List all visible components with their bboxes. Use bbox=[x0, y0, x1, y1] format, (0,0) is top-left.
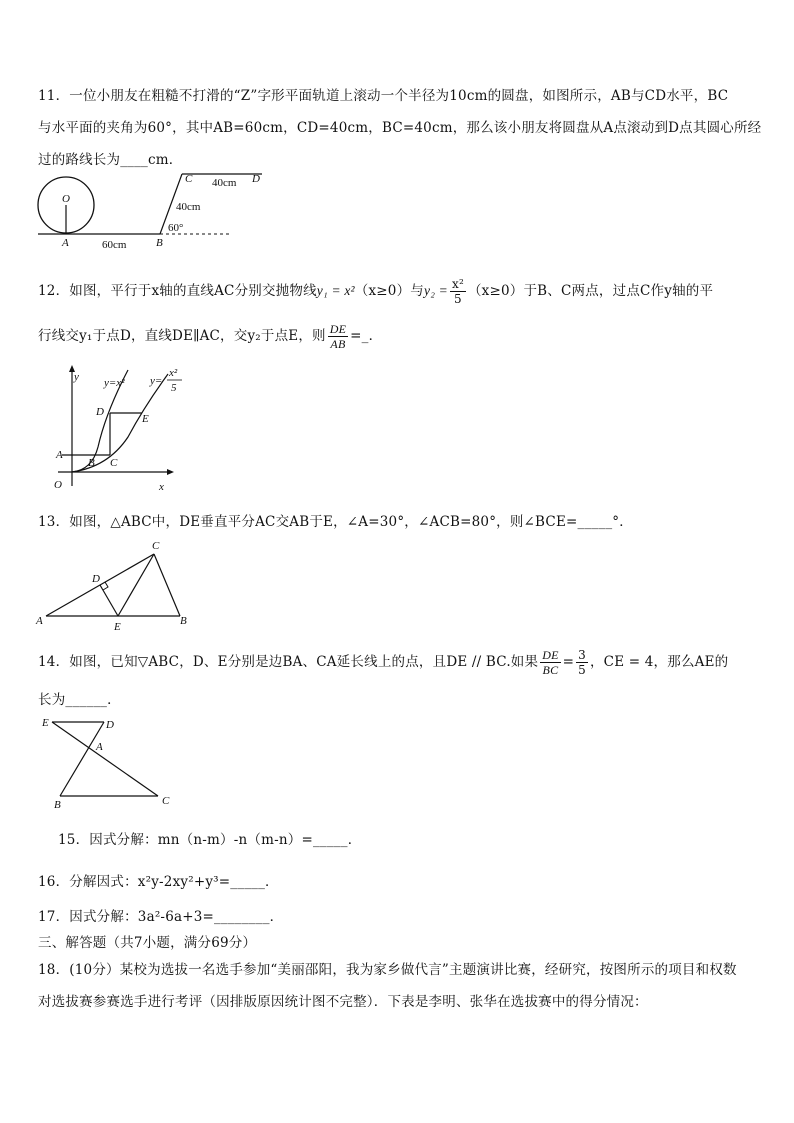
q18-line1: 18．(10分）某校为选拔一名选手参加“美丽邵阳，我为家乡做代言”主题演讲比赛，经研究，按图所示的项目和权数 bbox=[38, 962, 737, 978]
q14-value bbox=[576, 648, 588, 677]
q12-l1c: （x≥0）于B、C两点，过点C作y轴的平 bbox=[467, 283, 714, 299]
q11-line1: 11．一位小朋友在粗糙不打滑的“Z”字形平面轨道上滚动一个半径为10cm的圆盘，如图所示，AB与CD水平，BC bbox=[38, 88, 729, 104]
label-A: A bbox=[56, 449, 63, 461]
q14-figure bbox=[38, 712, 178, 811]
q12-figure bbox=[36, 362, 186, 500]
q12-l2a: 行线交y₁于点D，直线DE∥AC，交y₂于点E，则 bbox=[38, 328, 326, 344]
q12-l1b: （x≥0）与 bbox=[354, 283, 424, 299]
q12-ratio-den: AB bbox=[330, 337, 346, 351]
label-D: D bbox=[252, 173, 260, 185]
label-x: x bbox=[159, 481, 164, 493]
section-heading: 三、解答题（共7小题，满分69分） bbox=[38, 935, 257, 951]
q12-l1a: 12．如图，平行于x轴的直线AC分别交抛物线 bbox=[38, 283, 317, 299]
seg-DE bbox=[100, 585, 118, 616]
label-C: C bbox=[110, 457, 118, 469]
q11-figure bbox=[30, 168, 270, 252]
q14-ratio-den: BC bbox=[542, 663, 559, 677]
q12-l2b: =_． bbox=[350, 328, 383, 344]
q13-figure bbox=[34, 538, 194, 633]
label-y2-num: x² bbox=[169, 367, 178, 379]
q11-line2: 与水平面的夹角为60°，其中AB=60cm，CD=40cm，BC=40cm，那么该小朋友将圆盘从A点滚动到D点其圆心所经 bbox=[38, 120, 762, 136]
label-y1-eq: y=x² bbox=[104, 377, 125, 389]
label-D: D bbox=[106, 719, 114, 731]
label-ab: 60cm bbox=[102, 239, 127, 251]
q15-text: 15．因式分解：mn（n-m）-n（m-n）=_____． bbox=[58, 832, 362, 848]
q14-ratio bbox=[540, 648, 560, 677]
label-D: D bbox=[92, 573, 100, 585]
label-y2-den: 5 bbox=[171, 382, 177, 394]
q14-line2: 长为______． bbox=[38, 692, 121, 708]
q13-text: 13．如图，△ABC中，DE垂直平分AC交AB于E，∠A=30°，∠ACB=80°，则∠BCE=_____°． bbox=[38, 514, 633, 530]
q16-text: 16．分解因式：x²y-2xy²+y³=_____． bbox=[38, 874, 279, 890]
label-y2-eq: y= bbox=[150, 375, 163, 387]
label-E: E bbox=[114, 621, 121, 633]
label-cd: 40cm bbox=[212, 177, 237, 189]
q14-value-den: 5 bbox=[578, 663, 586, 677]
label-C: C bbox=[162, 795, 170, 807]
q12-line2 bbox=[38, 322, 382, 351]
x-axis-arrow bbox=[167, 469, 174, 475]
label-C: C bbox=[152, 540, 160, 552]
side-CB bbox=[154, 554, 180, 616]
q12-line1 bbox=[38, 277, 713, 306]
seg-EC bbox=[52, 722, 158, 796]
q12-y2-num: x² bbox=[451, 277, 464, 291]
q14-value-num: 3 bbox=[578, 648, 586, 662]
label-O: O bbox=[62, 193, 70, 205]
q12-y2-frac bbox=[450, 277, 466, 306]
q14-l1a: 14．如图，已知▽ABC，D、E分别是边BA、CA延长线上的点，且DE // BC.如果 bbox=[38, 654, 539, 670]
q12-ratio bbox=[328, 322, 348, 351]
label-E: E bbox=[42, 717, 49, 729]
label-A: A bbox=[62, 237, 69, 249]
label-bc: 40cm bbox=[176, 201, 201, 213]
q11-line3: 过的路线长为____cm． bbox=[38, 152, 183, 168]
q14-line1 bbox=[38, 648, 728, 677]
q12-y1: y₁ = x² bbox=[316, 283, 355, 298]
q12-y2-den: 5 bbox=[454, 292, 462, 306]
label-y: y bbox=[74, 371, 79, 383]
q14-eq: = bbox=[562, 654, 575, 670]
label-O: O bbox=[54, 479, 62, 491]
label-D: D bbox=[96, 406, 104, 418]
label-A: A bbox=[96, 741, 103, 753]
label-B: B bbox=[180, 615, 187, 627]
q18-line2: 对选拔赛参赛选手进行考评（因排版原因统计图不完整）．下表是李明、张华在选拔赛中的得分情况： bbox=[38, 994, 648, 1010]
q14-l1b: ，CE = 4，那么AE的 bbox=[589, 654, 729, 670]
label-B: B bbox=[54, 799, 61, 811]
label-B: B bbox=[156, 237, 163, 249]
label-A: A bbox=[36, 615, 43, 627]
q12-y2: y₂ = bbox=[424, 283, 448, 298]
q17-text: 17．因式分解：3a²-6a+3=________． bbox=[38, 909, 284, 925]
label-E: E bbox=[142, 413, 149, 425]
label-B: B bbox=[88, 457, 95, 469]
q14-ratio-num: DE bbox=[542, 648, 559, 662]
q12-ratio-num: DE bbox=[329, 322, 347, 336]
label-angle: 60° bbox=[168, 222, 184, 234]
seg-DB bbox=[60, 722, 104, 796]
seg-CE bbox=[118, 554, 154, 616]
label-C: C bbox=[185, 173, 193, 185]
